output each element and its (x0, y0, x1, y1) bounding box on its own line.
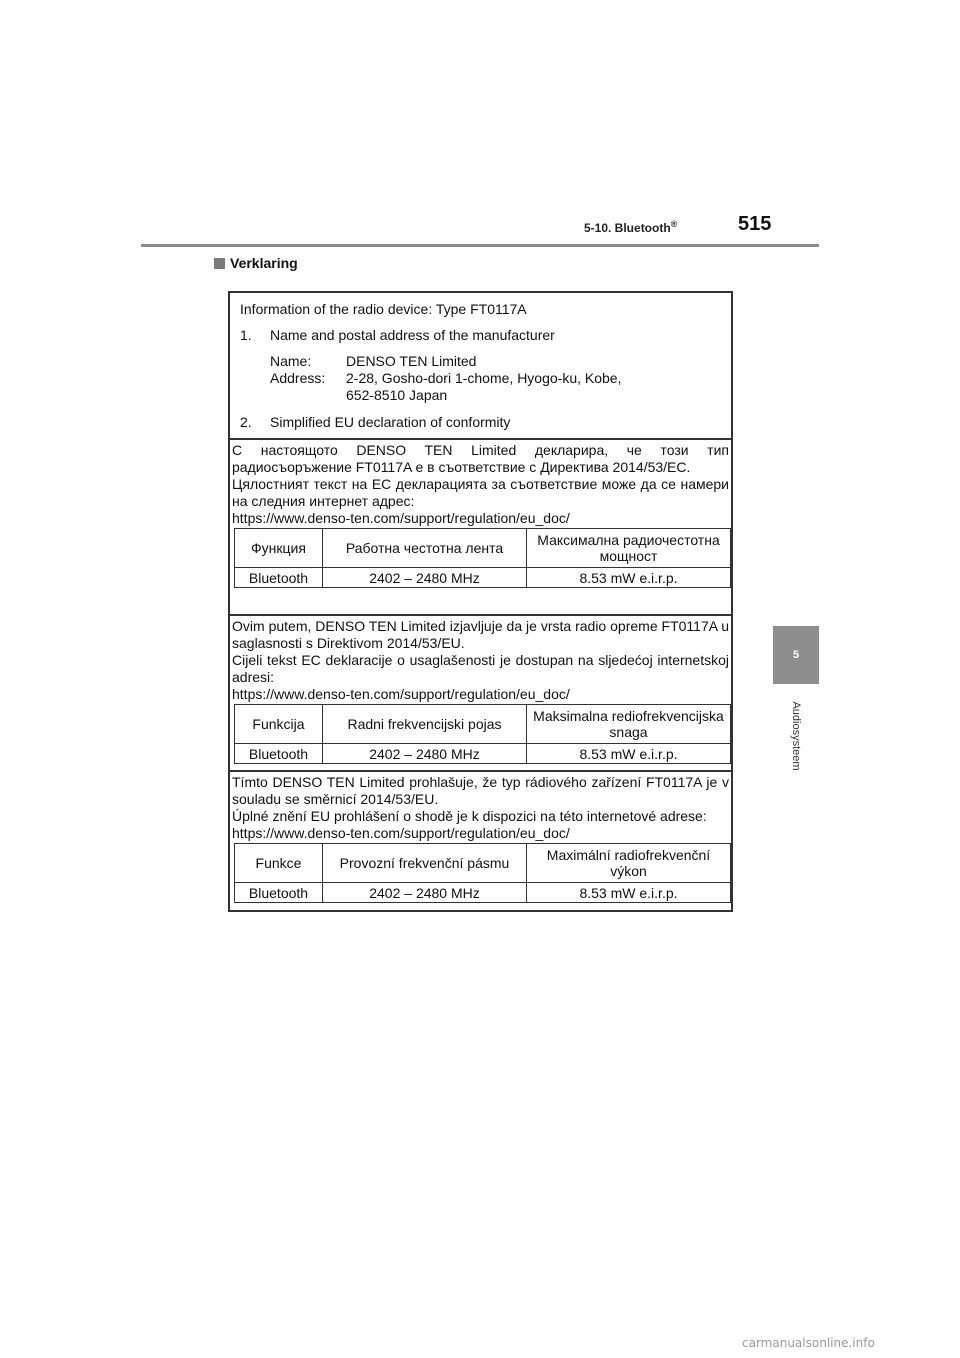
name-row (270, 353, 721, 370)
item-text: Name and postal address of the manufacturer (270, 327, 555, 343)
table-cell: 2402 – 2480 MHz (323, 568, 527, 588)
registered-mark: ® (670, 219, 678, 229)
spec-table (234, 843, 731, 903)
table-cell: 8.53 mW e.i.r.p. (527, 883, 731, 903)
chapter-label: Audiosysteem (790, 701, 802, 771)
declaration-paragraph: Ovim putem, DENSO TEN Limited izjavljuje da je vrsta radio opreme FT0117A u saglasnosti s Direktivom 2014/53/EU. (232, 618, 729, 651)
address-line-2: 652-8510 Japan (346, 387, 448, 403)
table-row (235, 883, 731, 903)
chapter-tab: 5 (773, 626, 819, 684)
name-label: Name: (270, 353, 312, 369)
table-cell: 2402 – 2480 MHz (323, 883, 527, 903)
header-section-text: 5-10. Bluetooth (584, 221, 671, 235)
table-header-cell: Maximální radiofrekvenční výkon (527, 844, 731, 883)
declaration-box (228, 291, 733, 912)
declaration-paragraph: Cijeli tekst EC deklaracije o usaglašenosti je dostupan na sljedećoj internetskoj adresi: (232, 652, 729, 685)
table-header-row (235, 705, 731, 744)
watermark: carmanualsonline.info (742, 1336, 875, 1350)
table-header-cell: Максимална радиочестотна мощност (527, 529, 731, 568)
square-bullet-icon (214, 258, 225, 269)
header-divider (141, 244, 819, 247)
table-header-cell: Funkce (235, 844, 323, 883)
declaration-paragraph: Цялостният текст на ЕС декларацията за съответствие може да се намери на следния интернет адрес: (232, 476, 729, 509)
table-cell: 2402 – 2480 MHz (323, 744, 527, 764)
table-row (235, 568, 731, 588)
name-value: DENSO TEN Limited (346, 353, 477, 369)
declaration-bulgarian (230, 438, 731, 614)
table-cell: Bluetooth (235, 883, 323, 903)
declaration-url: https://www.denso-ten.com/support/regulation/eu_doc/ (232, 686, 570, 702)
declaration-url: https://www.denso-ten.com/support/regulation/eu_doc/ (232, 825, 570, 841)
table-cell: Bluetooth (235, 744, 323, 764)
item-text: Simplified EU declaration of conformity (270, 414, 511, 430)
declaration-czech (230, 770, 731, 920)
declaration-url: https://www.denso-ten.com/support/regulation/eu_doc/ (232, 510, 570, 526)
table-header-row (235, 844, 731, 883)
declaration-bosnian (230, 614, 731, 770)
manufacturer-block (240, 353, 721, 404)
table-header-cell: Работна честотна лента (323, 529, 527, 568)
info-title: Information of the radio device: Type FT0117A (240, 301, 527, 317)
declaration-paragraph: Úplné znění EU prohlášení o shodě je k dispozici na této internetové adrese: (232, 808, 707, 824)
table-cell: Bluetooth (235, 568, 323, 588)
header-section-title (584, 219, 677, 235)
table-header-cell: Provozní frekvenční pásmu (323, 844, 527, 883)
table-header-cell: Funkcija (235, 705, 323, 744)
item-number: 1. (240, 327, 252, 343)
declaration-paragraph: Tímto DENSO TEN Limited prohlašuje, že typ rádiového zařízení FT0117A je v souladu se směrnicí 2014/53/EU. (232, 774, 729, 807)
address-value (346, 370, 721, 404)
device-info (230, 293, 731, 438)
table-cell: 8.53 mW e.i.r.p. (527, 568, 731, 588)
table-header-cell: Функция (235, 529, 323, 568)
info-item-1 (240, 327, 721, 343)
table-cell: 8.53 mW e.i.r.p. (527, 744, 731, 764)
table-header-cell: Maksimalna rediofrekvencijska snaga (527, 705, 731, 744)
declaration-paragraph: С настоящото DENSO TEN Limited декларира, че този тип радиосъоръжение FT0117A е в съответствие с Директива 2014/53/EC. (232, 442, 729, 475)
address-row (270, 370, 721, 404)
section-title (214, 255, 298, 271)
table-header-row (235, 529, 731, 568)
spec-table (234, 704, 731, 764)
page-number: 515 (738, 213, 772, 235)
spec-table (234, 528, 731, 588)
table-header-cell: Radni frekvencijski pojas (323, 705, 527, 744)
info-item-2 (240, 414, 721, 430)
address-line-1: 2-28, Gosho-dori 1-chome, Hyogo-ku, Kobe, (346, 370, 622, 386)
table-row (235, 744, 731, 764)
section-title-text: Verklaring (230, 255, 298, 271)
address-label: Address: (270, 370, 326, 386)
item-number: 2. (240, 414, 252, 430)
